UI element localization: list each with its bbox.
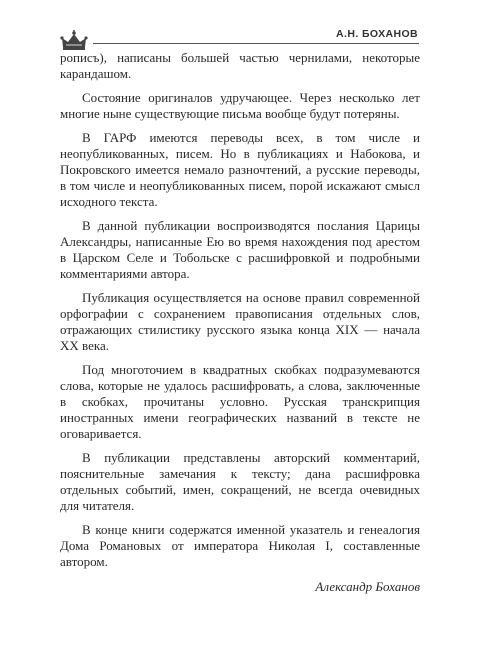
paragraph: Публикация осуществляется на основе правил современной орфографии с сохранением правописания отдельных слов, отражающих стилистику русского языка конца XIX — начала XX века. <box>60 290 420 353</box>
paragraph: В данной публикации воспроизводятся послания Царицы Александры, написанные Ею во время нахождения под арестом в Царском Селе и Тобольске с расшифровкой и подробными комментариями автора. <box>60 218 420 281</box>
paragraph: Под многоточием в квадратных скобках подразумеваются слова, которые не удалось расшифровать, а слова, заключенные в скобках, прочитаны условно. Русская транскрипция иностранных имени географических названий в тексте не оговаривается. <box>60 362 420 441</box>
header-rule <box>93 43 419 44</box>
crown-icon <box>60 30 88 52</box>
paragraph: В ГАРФ имеются переводы всех, в том числе и неопубликованных, писем. Но в публикациях и Набокова, и Покровского имеется немало разночтений, а русские переводы, в том числе и неопубликованных писем, порой искажают смысл исходного текста. <box>60 130 420 209</box>
page-header <box>0 0 480 56</box>
running-head-author: А.Н. БОХАНОВ <box>336 28 418 40</box>
paragraph: В публикации представлены авторский комментарий, пояснительные замечания к тексту; дана расшифровка отдельных событий, имен, сокращений, не всегда очевидных для читателя. <box>60 450 420 513</box>
paragraph: В конце книги содержатся именной указатель и генеалогия Дома Романовых от императора Николая I, составленные автором. <box>60 522 420 569</box>
page-body <box>60 50 420 595</box>
paragraph-continuation: рописъ), написаны большей частью чернилами, некоторые карандашом. <box>60 50 420 81</box>
author-signature: Александр Боханов <box>315 579 420 594</box>
paragraph: Состояние оригиналов удручающее. Через несколько лет многие ныне существующие письма вообще будут потеряны. <box>60 90 420 121</box>
